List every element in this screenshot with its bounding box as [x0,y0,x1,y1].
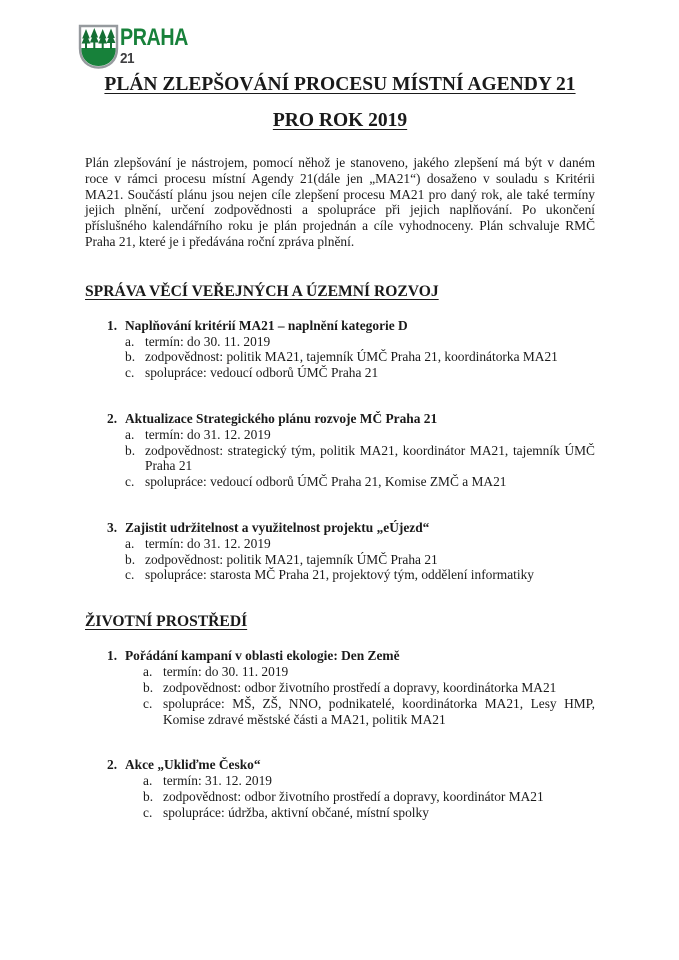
item-title: Akce „Ukliďme Česko“ [125,757,261,773]
document-title-line1: PLÁN ZLEPŠOVÁNÍ PROCESU MÍSTNÍ AGENDY 21 [104,74,576,95]
subitem-letter: a. [143,664,153,680]
item-number: 2. [107,411,118,427]
item-title: Pořádání kampaní v oblasti ekologie: Den Země [125,648,400,664]
subitem-text: termín: do 30. 11. 2019 [163,664,289,680]
document-title-line2: PRO ROK 2019 [272,110,408,132]
subitem-zodpovednost [125,552,595,568]
item-number: 1. [107,317,118,333]
subitem-text: termín: 31. 12. 2019 [163,773,272,789]
subitem-text: zodpovědnost: odbor životního prostředí a dopravy, koordinátorka MA21 [163,679,557,695]
subitem-text: spolupráce: údržba, aktivní občané, místní spolky [163,804,429,820]
subitem-letter: a. [125,535,135,551]
subitem-text: spolupráce: vedoucí odborů ÚMČ Praha 21, Komise ZMČ a MA21 [145,474,507,490]
subitem-termin [125,334,595,350]
section-heading: SPRÁVA VĚCÍ VEŘEJNÝCH A ÚZEMNÍ ROZVOJ [85,282,439,300]
subitem-termin [143,773,595,789]
subitem-letter: a. [143,773,153,789]
item-number: 3. [107,520,118,536]
plan-item [85,648,595,727]
item-number: 2. [107,757,118,773]
plan-item [85,757,595,820]
subitem-text: zodpovědnost: odbor životního prostředí a dopravy, koordinátor MA21 [163,788,544,804]
subitem-text: zodpovědnost: politik MA21, tajemník ÚMČ Praha 21 [145,551,438,567]
subitem-text: spolupráce: starosta MČ Praha 21, projektový tým, oddělení informatiky [145,567,534,583]
subitem-letter: c. [125,567,135,583]
item-title: Naplňování kritérií MA21 – naplnění kategorie D [125,317,408,333]
subitem-spoluprace [125,567,595,583]
subitem-letter: b. [125,551,136,567]
section-heading: ŽIVOTNÍ PROSTŘEDÍ [85,613,248,631]
plan-item [85,520,595,583]
subitem-letter: c. [125,474,135,490]
subitem-spoluprace [125,474,595,490]
praha21-logo [78,24,595,70]
item-number: 1. [107,648,118,664]
logo-number-text: 21 [120,50,135,67]
subitem-letter: b. [143,679,154,695]
subitem-letter: a. [125,426,135,442]
subitem-text: spolupráce: vedoucí odborů ÚMČ Praha 21 [145,365,379,381]
intro-paragraph: Plán zlepšování je nástrojem, pomocí něhož je stanoveno, jakého zlepšení má být v daném roce v rámci procesu místní Agendy 21(dále jen „MA21“) dosaženo v souladu s Kritérii MA21. Součástí plánu jsou nejen cíle zlepšení procesu MA21 pro daný rok, ale také termíny jejich plnění, určení zodpovědnosti a spolupráce při jejich naplňování. Po ukončení příslušného kalendářního roku je plán projednán a cíle vyhodnoceny. Plán schvaluje RMČ Praha 21, které je i předávána roční zpráva plnění. [85,154,595,249]
subitem-letter: c. [143,695,153,711]
subitem-spoluprace [143,696,595,728]
subitem-letter: c. [143,804,153,820]
plan-item [85,411,595,490]
plan-item [85,318,595,381]
logo-praha-text: PRAHA [120,24,188,51]
subitem-zodpovednost [143,680,595,696]
subitem-letter: b. [125,349,136,365]
subitem-letter: b. [143,788,154,804]
subitem-termin [125,536,595,552]
item-title: Zajistit udržitelnost a využitelnost projektu „eÚjezd“ [125,520,430,536]
subitem-zodpovednost [125,349,595,365]
item-title: Aktualizace Strategického plánu rozvoje MČ Praha 21 [125,411,438,427]
subitem-termin [143,664,595,680]
section-zivotni-prostredi [85,613,595,820]
subitem-text: termín: do 31. 12. 2019 [145,426,271,442]
subitem-spoluprace [143,805,595,821]
subitem-letter: b. [125,442,136,458]
subitem-letter: c. [125,365,135,381]
subitem-text: zodpovědnost: strategický tým, politik MA21, koordinátor MA21, tajemník ÚMČ Praha 21 [145,442,595,474]
subitem-zodpovednost [125,443,595,475]
subitem-zodpovednost [143,789,595,805]
subitem-text: zodpovědnost: politik MA21, tajemník ÚMČ Praha 21, koordinátorka MA21 [145,349,558,365]
subitem-text: termín: do 30. 11. 2019 [145,333,271,349]
subitem-termin [125,427,595,443]
subitem-letter: a. [125,333,135,349]
section-sprava-veci-verejnych [85,283,595,584]
subitem-spoluprace [125,365,595,381]
subitem-text: spolupráce: MŠ, ZŠ, NNO, podnikatelé, koordinátorka MA21, Lesy HMP, Komise zdravé městské části a MA21, politik MA21 [163,695,595,727]
subitem-text: termín: do 31. 12. 2019 [145,535,271,551]
praha21-shield-icon [78,24,119,70]
